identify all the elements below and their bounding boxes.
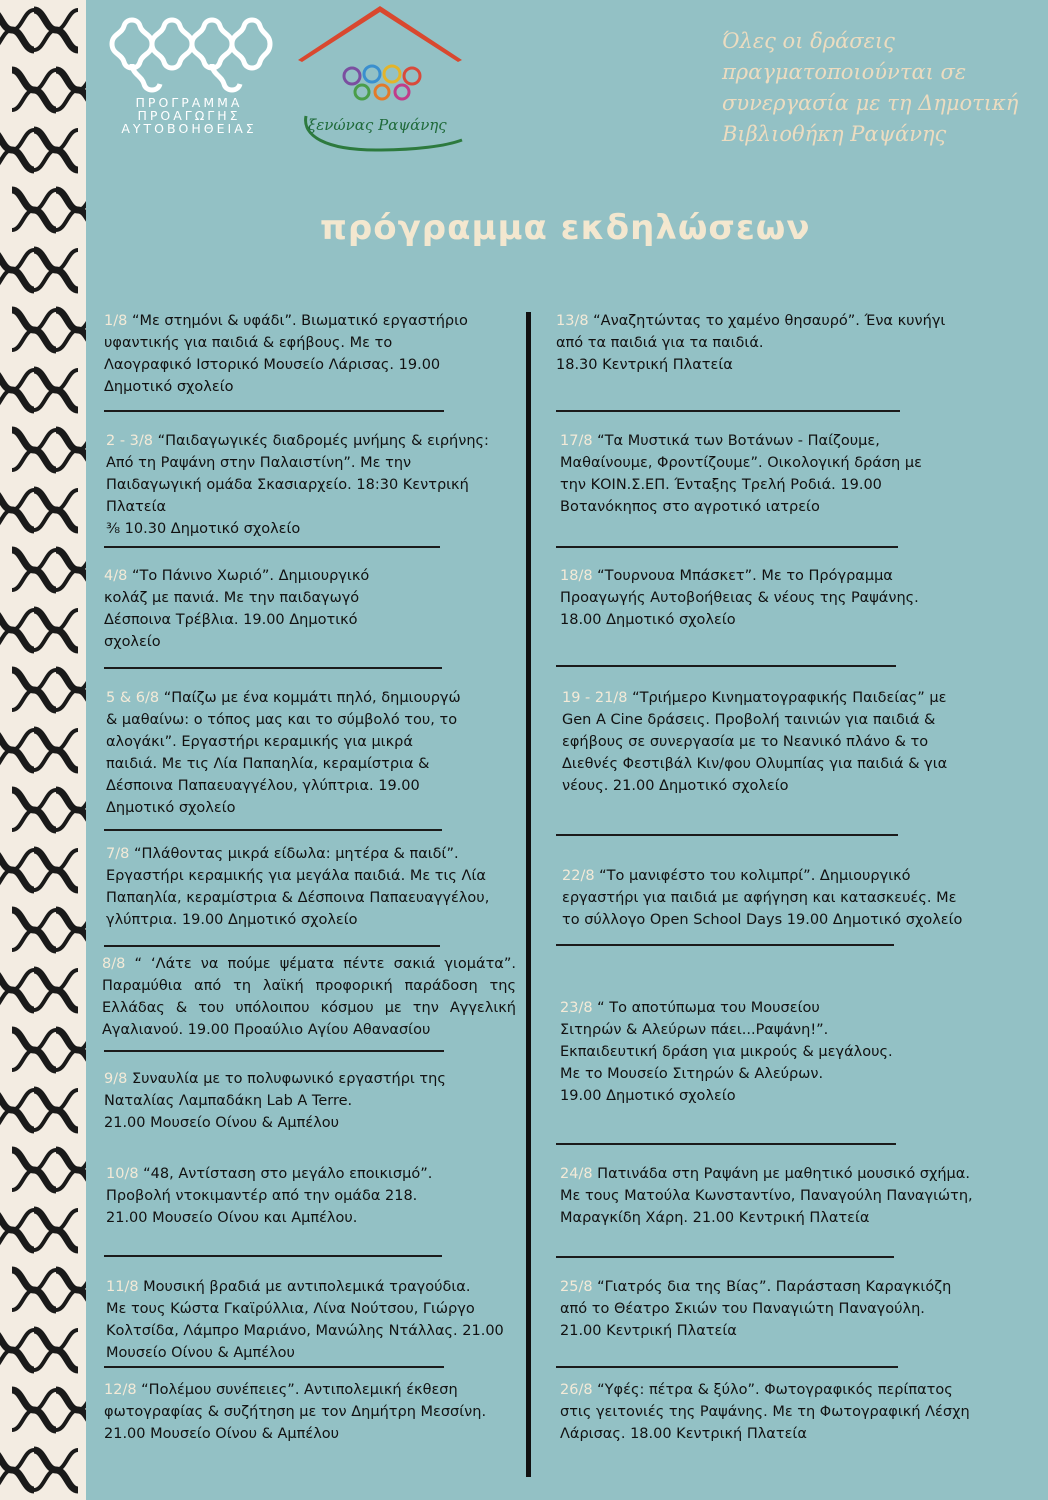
event-text: 21.00 Κεντρική Πλατεία	[560, 1323, 737, 1339]
right-event	[560, 565, 980, 631]
event-line	[102, 1019, 516, 1041]
event-line	[106, 430, 489, 452]
decorative-pattern-strip	[0, 0, 86, 1500]
event-text: “Το Πάνινο Χωριό”. Δημιουργικό	[131, 568, 370, 584]
event-line	[104, 587, 404, 609]
program-logo-line-3: ΑΥΤΟΒΟΗΘΕΙΑΣ	[121, 121, 257, 136]
event-line	[106, 1185, 486, 1207]
event-text: 18.30 Κεντρική Πλατεία	[556, 357, 733, 373]
collaboration-note-line-3: συνεργασία με τη Δημοτική	[722, 91, 1019, 115]
event-line	[104, 609, 404, 631]
collaboration-note-line-1: Όλες οι δράσεις	[722, 29, 895, 53]
event-text: “Τα Μυστικά των Βοτάνων - Παίζουμε,	[597, 433, 880, 449]
collaboration-note-line-2: πραγματοποιούνται σε	[722, 60, 967, 84]
event-text: γλύπτρια. 19.00 Δημοτικό σχολείο	[106, 912, 358, 928]
event-separator	[104, 546, 440, 548]
right-event	[556, 310, 976, 376]
event-text: 21.00 Μουσείο Οίνου & Αμπέλου	[104, 1115, 340, 1131]
event-line	[106, 1276, 516, 1298]
event-line	[106, 843, 504, 865]
event-text: 19.00 Δημοτικό σχολείο	[560, 1088, 736, 1104]
event-date: 25/8	[560, 1279, 598, 1295]
event-line	[104, 310, 474, 332]
event-line	[560, 587, 980, 609]
event-line	[562, 709, 982, 731]
event-text: Μαθαίνουμε, Φροντίζουμε”. Οικολογική δράση με	[560, 455, 922, 471]
event-text: Πατινάδα στη Ραψάνη με μαθητικό μουσικό σχήμα.	[597, 1166, 970, 1182]
column-divider	[526, 312, 531, 1477]
event-separator	[104, 945, 440, 947]
event-text: “Με στημόνι & υφάδι”. Βιωματικό εργαστήριο	[131, 313, 468, 329]
event-separator	[104, 1366, 444, 1368]
event-line	[104, 376, 474, 398]
event-line	[106, 865, 504, 887]
event-date: 7/8	[106, 846, 134, 862]
event-text: Με τους Ματούλα Κωνσταντίνο, Παναγούλη Παναγιώτη,	[560, 1188, 973, 1204]
event-separator	[104, 1050, 444, 1052]
event-line	[560, 1063, 980, 1085]
event-line	[106, 1342, 516, 1364]
event-text: Παραμύθια από τη λαϊκή προφορική παράδοση της	[102, 978, 516, 994]
event-line	[104, 1112, 474, 1134]
event-line	[556, 332, 976, 354]
event-line	[562, 865, 982, 887]
event-text: Λαογραφικό Ιστορικό Μουσείο Λάρισας. 19.00	[104, 357, 441, 373]
event-line	[106, 887, 504, 909]
event-line	[556, 354, 976, 376]
event-line	[560, 496, 980, 518]
left-event	[106, 687, 486, 819]
event-text: Δημοτικό σχολείο	[104, 379, 234, 395]
event-line	[560, 1207, 1000, 1229]
event-date: 5 & 6/8	[106, 690, 164, 706]
right-event	[562, 865, 982, 931]
event-line	[560, 1401, 1000, 1423]
event-text: Διεθνές Φεστιβάλ Κιν/φου Ολυμπίας για παιδιά & για	[562, 756, 948, 772]
event-line	[560, 1163, 1000, 1185]
event-line	[102, 975, 516, 997]
event-text: Με το Μουσείο Σιτηρών & Αλεύρων.	[560, 1066, 824, 1082]
event-separator	[556, 944, 894, 946]
event-separator	[556, 1366, 898, 1368]
event-line	[106, 474, 486, 496]
event-separator	[556, 1143, 896, 1145]
event-text: “Υφές: πέτρα & ξύλο”. Φωτογραφικός περίπατος	[597, 1382, 953, 1398]
event-line	[560, 1185, 1000, 1207]
event-text: Παιδαγωγική ομάδα Σκασιαρχείο. 18:30 Κεντρική	[106, 477, 469, 493]
event-text: Δέσποινα Παπαευαγγέλου, γλύπτρια. 19.00	[106, 778, 420, 794]
right-event	[560, 1276, 980, 1342]
event-date: 9/8	[104, 1071, 132, 1087]
event-line	[106, 753, 486, 775]
event-text: στις γειτονιές της Ραψάνης. Με τη Φωτογραφική Λέσχη	[560, 1404, 970, 1420]
event-text: Εκπαιδευτική δράση για μικρούς & μεγάλους.	[560, 1044, 893, 1060]
event-text: υφαντικής για παιδιά & εφήβους. Με το	[104, 335, 393, 351]
event-date: 1/8	[104, 313, 132, 329]
event-line	[106, 731, 486, 753]
program-logo-text	[104, 96, 274, 135]
event-text: Ναταλίας Λαμπαδάκη Lab A Terre.	[104, 1093, 353, 1109]
event-separator	[104, 829, 442, 831]
event-separator	[556, 665, 896, 667]
event-text: “Παιδαγωγικές διαδρομές μνήμης & ειρήνης:	[157, 433, 489, 449]
event-line	[106, 518, 486, 540]
program-logo-line-2: ΠΡΟΑΓΩΓΗΣ	[137, 108, 241, 123]
left-event	[102, 953, 516, 1041]
left-event	[104, 310, 474, 398]
event-text: Προβολή ντοκιμαντέρ από την ομάδα 218.	[106, 1188, 418, 1204]
event-line	[560, 1019, 980, 1041]
event-line	[106, 797, 486, 819]
event-text: την ΚΟΙΝ.Σ.ΕΠ. Ένταξης Τρελή Ροδιά. 19.00	[560, 477, 882, 493]
left-event	[106, 1163, 486, 1229]
event-line	[104, 1401, 504, 1423]
event-line	[106, 496, 486, 518]
event-line	[562, 887, 982, 909]
event-date: 23/8	[560, 1000, 598, 1016]
event-text: Gen A Cine δράσεις. Προβολή ταινιών για παιδιά &	[562, 712, 936, 728]
event-separator	[556, 1256, 894, 1258]
event-date: 19 - 21/8	[562, 690, 633, 706]
event-line	[560, 1085, 980, 1107]
event-text: “Παίζω με ένα κομμάτι πηλό, δημιουργώ	[163, 690, 461, 706]
event-line	[560, 452, 980, 474]
event-text: “Πλάθοντας μικρά είδωλα: μητέρα & παιδί”.	[133, 846, 459, 862]
event-text: φωτογραφίας & συζήτηση με τον Δημήτρη Μεσσίνη.	[104, 1404, 487, 1420]
event-text: Αγαλιανού. 19.00 Προαύλιο Αγίου Αθανασίου	[102, 1022, 431, 1038]
event-separator	[556, 834, 898, 836]
event-line	[106, 1298, 516, 1320]
event-date: 13/8	[556, 313, 594, 329]
event-text: Συναυλία με το πολυφωνικό εργαστήρι της	[131, 1071, 446, 1087]
event-line	[556, 310, 976, 332]
event-text: “Τριήμερο Κινηματογραφικής Παιδείας” με	[632, 690, 947, 706]
event-separator	[556, 410, 900, 412]
event-text: Ελλάδας & του υπόλοιπου κόσμου με την Αγγελική	[102, 1000, 516, 1016]
event-text: “ Το αποτύπωμα του Μουσείου	[597, 1000, 820, 1016]
event-text: ⅜ 10.30 Δημοτικό σχολείο	[106, 521, 301, 537]
event-line	[560, 474, 980, 496]
event-text: “Τουρνουα Μπάσκετ”. Με το Πρόγραμμα	[597, 568, 893, 584]
event-text: εργαστήρι για παιδιά με αφήγηση και κατασκευές. Με	[562, 890, 957, 906]
event-line	[562, 687, 982, 709]
event-text: “Γιατρός δια της Βίας”. Παράσταση Καραγκιόζη	[597, 1279, 952, 1295]
event-text: & μαθαίνω: ο τόπος μας και το σύμβολό του, το	[106, 712, 458, 728]
event-text: Κολτσίδα, Λάμπρο Μαριάνο, Μανώλης Ντάλλας. 21.00	[106, 1323, 504, 1339]
left-event	[104, 565, 404, 653]
event-text: Μουσική βραδιά με αντιπολεμικά τραγούδια.	[143, 1279, 471, 1295]
event-text: Λάρισας. 18.00 Κεντρική Πλατεία	[560, 1426, 807, 1442]
event-line	[562, 731, 982, 753]
collaboration-note-line-4: Βιβλιοθήκη Ραψάνης	[722, 122, 947, 146]
zigzag-pattern	[0, 0, 86, 1500]
event-text: Από τη Ραψάνη στην Παλαιστίνη”. Με την	[106, 455, 412, 471]
event-date: 26/8	[560, 1382, 598, 1398]
event-date: 24/8	[560, 1166, 598, 1182]
puzzle-people-icon	[104, 14, 274, 94]
event-line	[560, 1423, 1000, 1445]
event-text: Παπαηλία, κεραμίστρια & Δέσποινα Παπαευαγγέλου,	[106, 890, 490, 906]
event-text: Δημοτικό σχολείο	[106, 800, 236, 816]
event-text: “Το μανιφέστο του κολιμπρί”. Δημιουργικό	[599, 868, 911, 884]
collaboration-note	[722, 26, 1042, 150]
event-line	[106, 452, 486, 474]
event-text: παιδιά. Με τις Λία Παπαηλία, κεραμίστρια &	[106, 756, 430, 772]
event-line	[106, 709, 486, 731]
event-line	[104, 1090, 474, 1112]
event-text: Με τους Κώστα Γκαϊρύλλια, Λίνα Νούτσου, Γιώργο	[106, 1301, 475, 1317]
event-separator	[104, 1255, 442, 1257]
event-text: “Αναζητώντας το χαμένο θησαυρό”. Ένα κυνήγι	[593, 313, 946, 329]
event-line	[104, 565, 404, 587]
event-line	[560, 1041, 980, 1063]
event-date: 4/8	[104, 568, 132, 584]
event-text: “ ‘Λάτε να πούμε ψέματα πέντε σακιά γιομάτα”.	[134, 956, 516, 972]
event-text: κολάζ με πανιά. Με την παιδαγωγό	[104, 590, 360, 606]
event-line	[560, 1379, 1000, 1401]
event-text: σχολείο	[104, 634, 161, 650]
event-date: 22/8	[562, 868, 600, 884]
event-text: “Πολέμου συνέπειες”. Αντιπολεμική έκθεση	[141, 1382, 458, 1398]
event-text: το σύλλογο Open School Days 19.00 Δημοτικό σχολείο	[562, 912, 963, 928]
event-line	[106, 909, 504, 931]
event-line	[106, 687, 486, 709]
right-event	[560, 1379, 1000, 1445]
event-line	[562, 753, 982, 775]
event-date: 10/8	[106, 1166, 144, 1182]
event-date: 2 - 3/8	[106, 433, 158, 449]
event-line	[106, 1163, 486, 1185]
event-date: 11/8	[106, 1279, 144, 1295]
event-separator	[104, 667, 442, 669]
event-text: Σιτηρών & Αλεύρων πάει...Ραψάνη!”.	[560, 1022, 829, 1038]
page-title: πρόγραμμα εκδηλώσεων	[320, 208, 811, 248]
event-line	[560, 1276, 980, 1298]
event-text: Προαγωγής Αυτοβοήθειας & νέους της Ραψάνης.	[560, 590, 919, 606]
event-line	[560, 1298, 980, 1320]
event-line	[562, 775, 982, 797]
event-line	[104, 1068, 474, 1090]
event-line	[106, 1320, 516, 1342]
event-date: 18/8	[560, 568, 598, 584]
event-separator	[556, 546, 898, 548]
event-line	[106, 1207, 486, 1229]
event-text: από τα παιδιά για τα παιδιά.	[556, 335, 764, 351]
event-text: Δέσποινα Τρέβλια. 19.00 Δημοτικό	[104, 612, 358, 628]
event-date: 17/8	[560, 433, 598, 449]
event-text: Βοτανόκηπος στο αγροτικό ιατρείο	[560, 499, 820, 515]
event-line	[104, 332, 474, 354]
hostel-logo-text: ξενώνας Ραψάνης	[308, 116, 447, 134]
event-text: Μαραγκίδη Χάρη. 21.00 Κεντρική Πλατεία	[560, 1210, 870, 1226]
event-date: 8/8	[102, 956, 135, 972]
event-text: αλογάκι”. Εργαστήρι κεραμικής για μικρά	[106, 734, 413, 750]
event-line	[104, 354, 474, 376]
event-line	[560, 1320, 980, 1342]
event-line	[106, 775, 486, 797]
event-line	[102, 953, 516, 975]
right-event	[560, 1163, 1000, 1229]
event-text: Εργαστήρι κεραμικής για μεγάλα παιδιά. Με τις Λία	[106, 868, 486, 884]
event-text: 18.00 Δημοτικό σχολείο	[560, 612, 736, 628]
event-text: Πλατεία	[106, 499, 167, 515]
event-text: νέους. 21.00 Δημοτικό σχολείο	[562, 778, 789, 794]
event-text: από το Θέατρο Σκιών του Παναγιώτη Παναγούλη.	[560, 1301, 925, 1317]
event-line	[560, 565, 980, 587]
event-line	[104, 1379, 504, 1401]
event-text: εφήβους σε συνεργασία με το Νεανικό πλάνο & το	[562, 734, 929, 750]
program-logo-line-1: ΠΡΟΓΡΑΜΜΑ	[135, 95, 243, 110]
event-text: Μουσείο Οίνου & Αμπέλου	[106, 1345, 295, 1361]
right-event	[560, 430, 980, 518]
program-logo	[104, 14, 274, 154]
left-event	[104, 1068, 474, 1134]
event-line	[560, 997, 980, 1019]
event-line	[104, 1423, 504, 1445]
left-event	[106, 843, 504, 931]
hostel-logo	[296, 4, 466, 154]
right-event	[562, 687, 982, 797]
left-event	[106, 1276, 516, 1364]
event-line	[560, 430, 980, 452]
event-separator	[104, 410, 444, 412]
event-line	[102, 997, 516, 1019]
event-line	[104, 631, 404, 653]
left-event	[106, 430, 489, 540]
left-event	[104, 1379, 504, 1445]
event-date: 12/8	[104, 1382, 142, 1398]
event-text: 21.00 Μουσείο Οίνου και Αμπέλου.	[106, 1210, 358, 1226]
right-event	[560, 997, 980, 1107]
event-text: “48, Αντίσταση στο μεγάλο εποικισμό”.	[143, 1166, 433, 1182]
event-line	[560, 609, 980, 631]
event-line	[562, 909, 982, 931]
event-text: 21.00 Μουσείο Οίνου & Αμπέλου	[104, 1426, 340, 1442]
